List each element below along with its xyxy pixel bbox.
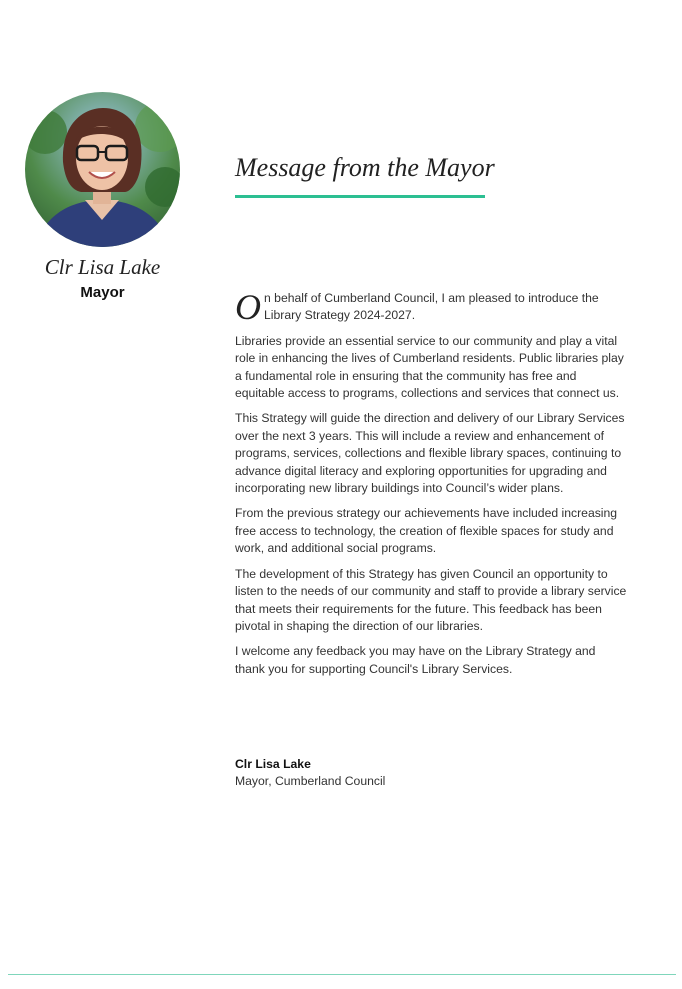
- profile-role: Mayor: [80, 284, 125, 301]
- body-paragraph: The development of this Strategy has given Council an opportunity to listen to the needs of our community and staff to provide a library service that meets their requirements for the future. This feedback has been pivotal in shaping the direction of our libraries.: [235, 566, 627, 633]
- body-paragraph: From the previous strategy our achievements have included increasing free access to technology, the creation of flexible spaces for study and work, and additional social programs.: [235, 506, 618, 556]
- title-underline: [235, 195, 485, 198]
- page-title: Message from the Mayor: [235, 153, 495, 182]
- profile-name: Clr Lisa Lake: [44, 255, 161, 279]
- mayor-portrait-image: [25, 92, 180, 247]
- intro-paragraph: [235, 287, 627, 327]
- intro-text: n behalf of Cumberland Council, I am pleased to introduce the Library Strategy 2024-2027.: [264, 291, 599, 323]
- body-paragraph: I welcome any feedback you may have on the Library Strategy and thank you for supporting Council's Library Services.: [235, 644, 596, 676]
- signature-name: Clr Lisa Lake: [235, 757, 311, 771]
- body-paragraph: Libraries provide an essential service to our community and play a vital role in enhancing the lives of Cumberland residents. Public libraries play a fundamental role in ensuring that the community has free and equitable access to programs, collections and services that connect us.: [235, 333, 624, 401]
- mayor-portrait: [25, 92, 180, 247]
- footer-divider: [8, 974, 676, 975]
- signature-title: Mayor, Cumberland Council: [235, 774, 386, 789]
- message-body: [235, 287, 627, 686]
- body-paragraph: This Strategy will guide the direction and delivery of our Library Services over the next 3 years. This will include a review and enhancement of programs, services, collections and flexible library spaces, continuing to advance digital literacy and exploring opportunities for upgrading and incorporating new library buildings into Council’s wider plans.: [235, 411, 625, 496]
- signature-block: [235, 756, 385, 791]
- drop-cap: O: [235, 287, 261, 327]
